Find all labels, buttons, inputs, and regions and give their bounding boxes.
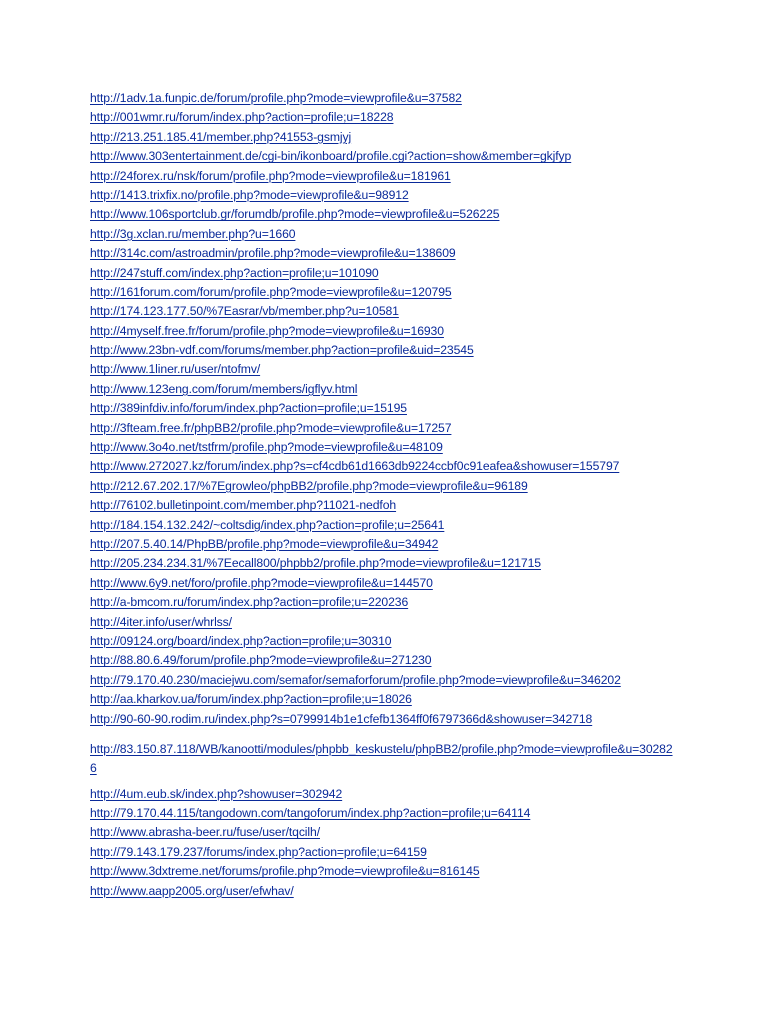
profile-link[interactable]: http://www.1liner.ru/user/ntofmv/ [90,362,261,377]
profile-link[interactable]: http://www.303entertainment.de/cgi-bin/ikonboard/profile.cgi?action=show&member=gkjfyp [90,149,572,164]
profile-link[interactable]: http://24forex.ru/nsk/forum/profile.php?mode=viewprofile&u=181961 [90,168,451,183]
profile-link[interactable]: http://www.3dxtreme.net/forums/profile.php?mode=viewprofile&u=816145 [90,864,480,879]
profile-link[interactable]: http://09124.org/board/index.php?action=profile;u=30310 [90,633,392,648]
profile-link[interactable]: http://88.80.6.49/forum/profile.php?mode=viewprofile&u=271230 [90,653,432,668]
profile-link[interactable]: http://314c.com/astroadmin/profile.php?mode=viewprofile&u=138609 [90,246,456,261]
profile-link[interactable]: http://213.251.185.41/member.php?41553-gsmjyj [90,129,352,144]
profile-link[interactable]: http://www.106sportclub.gr/forumdb/profile.php?mode=viewprofile&u=526225 [90,207,500,222]
profile-link[interactable]: http://79.170.40.230/maciejwu.com/semafor/semaforforum/profile.php?mode=viewprofile&u=346202 [90,672,621,687]
profile-link[interactable]: http://www.3o4o.net/tstfrm/profile.php?mode=viewprofile&u=48109 [90,440,443,455]
profile-link[interactable]: http://4iter.info/user/whrlss/ [90,614,232,629]
profile-link[interactable]: http://79.143.179.237/forums/index.php?action=profile;u=64159 [90,844,427,859]
profile-link[interactable]: http://www.aapp2005.org/user/efwhav/ [90,883,294,898]
profile-link[interactable]: http://161forum.com/forum/profile.php?mode=viewprofile&u=120795 [90,284,452,299]
profile-link[interactable]: http://www.123eng.com/forum/members/igflyv.html [90,381,358,396]
profile-link[interactable]: http://184.154.132.242/~coltsdig/index.php?action=profile;u=25641 [90,517,445,532]
profile-link[interactable]: http://1413.trixfix.no/profile.php?mode=viewprofile&u=98912 [90,187,409,202]
profile-link[interactable]: http://4myself.free.fr/forum/profile.php?mode=viewprofile&u=16930 [90,323,444,338]
profile-link[interactable]: http://001wmr.ru/forum/index.php?action=profile;u=18228 [90,110,394,125]
profile-link[interactable]: http://247stuff.com/index.php?action=profile;u=101090 [90,265,379,280]
profile-link[interactable]: http://www.272027.kz/forum/index.php?s=cf4cdb61d1663db9224ccbf0c91eafea&showuser=155797 [90,459,620,474]
profile-link[interactable]: http://a-bmcom.ru/forum/index.php?action=profile;u=220236 [90,595,409,610]
profile-link[interactable]: http://3fteam.free.fr/phpBB2/profile.php?mode=viewprofile&u=17257 [90,420,452,435]
profile-link[interactable]: http://79.170.44.115/tangodown.com/tangoforum/index.php?action=profile;u=64114 [90,806,531,821]
profile-link[interactable]: http://76102.bulletinpoint.com/member.php?11021-nedfoh [90,498,397,513]
profile-link[interactable]: http://www.6y9.net/foro/profile.php?mode=viewprofile&u=144570 [90,575,433,590]
profile-link[interactable]: http://www.23bn-vdf.com/forums/member.php?action=profile&uid=23545 [90,343,474,358]
profile-link[interactable]: http://207.5.40.14/PhpBB/profile.php?mode=viewprofile&u=34942 [90,536,439,551]
profile-link[interactable]: http://174.123.177.50/%7Easrar/vb/member.php?u=10581 [90,304,399,319]
profile-link[interactable]: http://4um.eub.sk/index.php?showuser=302942 [90,786,343,801]
profile-link-long[interactable]: http://83.150.87.118/WB/kanootti/modules/phpbb_keskustelu/phpBB2/profile.php?mode=viewprofile&u=302826 [90,741,673,776]
link-list [90,89,690,901]
profile-link[interactable]: http://www.abrasha-beer.ru/fuse/user/tqcilh/ [90,825,320,840]
profile-link[interactable]: http://3g.xclan.ru/member.php?u=1660 [90,226,296,241]
profile-link[interactable]: http://205.234.234.31/%7Eecall800/phpbb2/profile.php?mode=viewprofile&u=121715 [90,556,541,571]
profile-link[interactable]: http://1adv.1a.funpic.de/forum/profile.php?mode=viewprofile&u=37582 [90,91,462,105]
profile-link[interactable]: http://212.67.202.17/%7Egrowleo/phpBB2/profile.php?mode=viewprofile&u=96189 [90,478,528,493]
profile-link[interactable]: http://90-60-90.rodim.ru/index.php?s=0799914b1e1cfefb1364ff0f6797366d&showuser=342718 [90,711,593,726]
profile-link[interactable]: http://aa.kharkov.ua/forum/index.php?action=profile;u=18026 [90,692,412,707]
profile-link[interactable]: http://389infdiv.info/forum/index.php?action=profile;u=15195 [90,401,407,416]
